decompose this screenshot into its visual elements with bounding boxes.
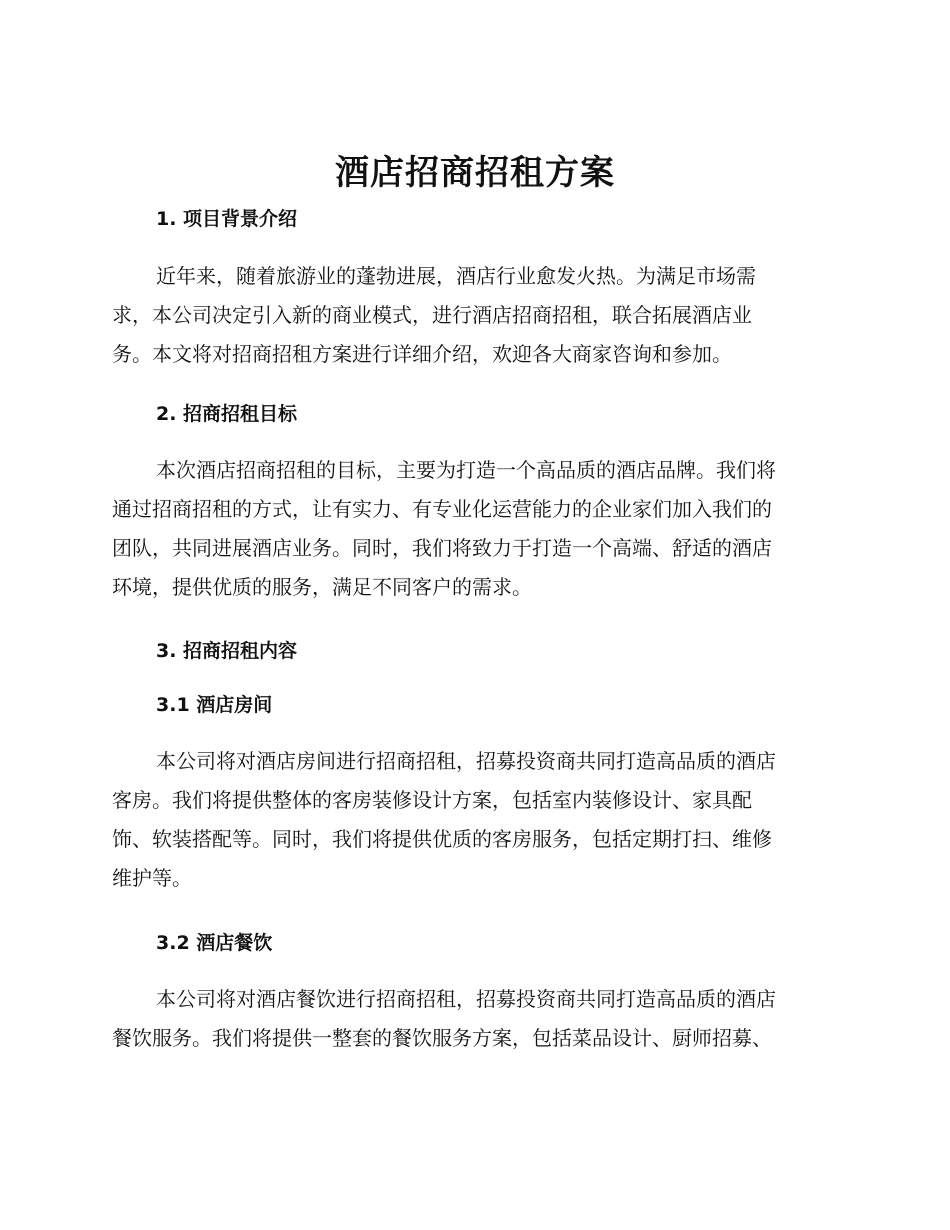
paragraph-line: 维护等。 <box>112 866 192 890</box>
paragraph-line: 客房。我们将提供整体的客房装修设计方案，包括室内装修设计、家具配 <box>112 788 752 812</box>
document-title: 酒店招商招租方案 <box>335 153 615 193</box>
paragraph-goals <box>112 451 830 607</box>
paragraph-line: 餐饮服务。我们将提供一整套的餐饮服务方案，包括菜品设计、厨师招募、 <box>112 1026 772 1050</box>
paragraph-line: 环境，提供优质的服务，满足不同客户的需求。 <box>112 575 532 599</box>
paragraph-dining <box>112 980 830 1058</box>
paragraph-background <box>112 257 830 374</box>
paragraph-line: 求，本公司决定引入新的商业模式，进行酒店招商招租，联合拓展酒店业 <box>112 303 752 327</box>
section-heading-content: 3. 招商招租内容 <box>156 640 298 662</box>
section-heading-background: 1. 项目背景介绍 <box>156 208 298 230</box>
paragraph-line: 近年来，随着旅游业的蓬勃进展，酒店行业愈发火热。为满足市场需 <box>156 264 756 288</box>
section-heading-goals: 2. 招商招租目标 <box>156 403 298 425</box>
paragraph-line: 本公司将对酒店餐饮进行招商招租，招募投资商共同打造高品质的酒店 <box>156 987 776 1011</box>
paragraph-line: 务。本文将对招商招租方案进行详细介绍，欢迎各大商家咨询和参加。 <box>112 342 732 366</box>
paragraph-rooms <box>112 742 830 898</box>
section-heading-rooms: 3.1 酒店房间 <box>156 694 273 716</box>
paragraph-line: 饰、软装搭配等。同时，我们将提供优质的客房服务，包括定期打扫、维修 <box>112 827 772 851</box>
section-heading-dining: 3.2 酒店餐饮 <box>156 932 273 954</box>
paragraph-line: 本公司将对酒店房间进行招商招租，招募投资商共同打造高品质的酒店 <box>156 749 776 773</box>
paragraph-line: 团队，共同进展酒店业务。同时，我们将致力于打造一个高端、舒适的酒店 <box>112 536 772 560</box>
paragraph-line: 通过招商招租的方式，让有实力、有专业化运营能力的企业家们加入我们的 <box>112 497 772 521</box>
paragraph-line: 本次酒店招商招租的目标，主要为打造一个高品质的酒店品牌。我们将 <box>156 458 776 482</box>
